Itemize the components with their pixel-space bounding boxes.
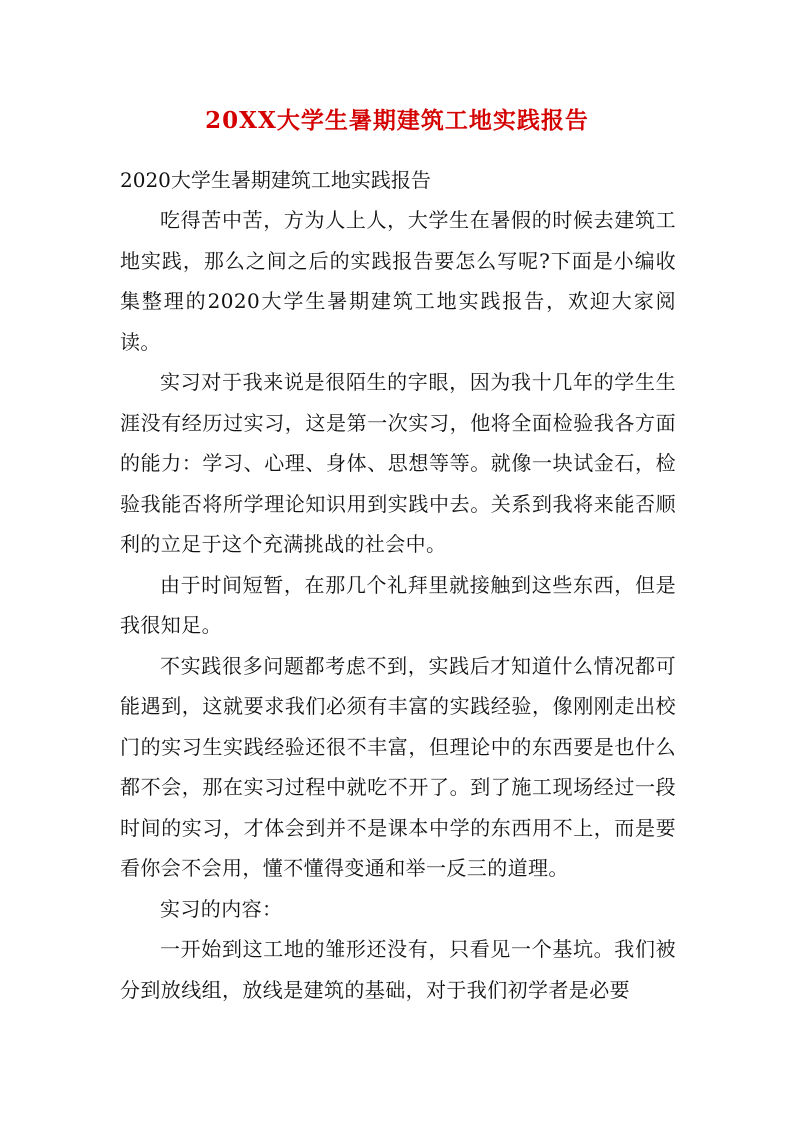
- document-title: 20XX大学生暑期建筑工地实践报告: [205, 107, 589, 134]
- paragraph-internship-meaning: 实习对于我来说是很陌生的字眼，因为我十几年的学生生涯没有经历过实习，这是第一次实习，他将全面检验我各方面的能力：学习、心理、身体、思想等等。就像一块试金石，检验我能否将所学理论知识用到实践中去。关系到我将来能否顺利的立足于这个充满挑战的社会中。: [120, 370, 676, 556]
- paragraph-site-start: 一开始到这工地的雏形还没有，只看见一个基坑。我们被分到放线组，放线是建筑的基础，对于我们初学者是必要: [120, 937, 676, 1002]
- paragraph-short-time: 由于时间短暂，在那几个礼拜里就接触到这些东西，但是我很知足。: [120, 572, 676, 637]
- paragraph-intro: 吃得苦中苦，方为人上人，大学生在暑假的时候去建筑工地实践，那么之间之后的实践报告要怎么写呢?下面是小编收集整理的2020大学生暑期建筑工地实践报告，欢迎大家阅读。: [120, 208, 676, 354]
- paragraph-content-heading: 实习的内容：: [160, 896, 283, 921]
- paragraph-practice-experience: 不实践很多问题都考虑不到，实践后才知道什么情况都可能遇到，这就要求我们必须有丰富的实践经验，像刚刚走出校门的实习生实践经验还很不丰富，但理论中的东西要是也什么都不会，那在实习过程中就吃不开了。到了施工现场经过一段时间的实习，才体会到并不是课本中学的东西用不上，而是要看你会不会用，懂不懂得变通和举一反三的道理。: [120, 653, 676, 880]
- document-subtitle: 2020大学生暑期建筑工地实践报告: [120, 168, 431, 192]
- document-body: [120, 160, 676, 1010]
